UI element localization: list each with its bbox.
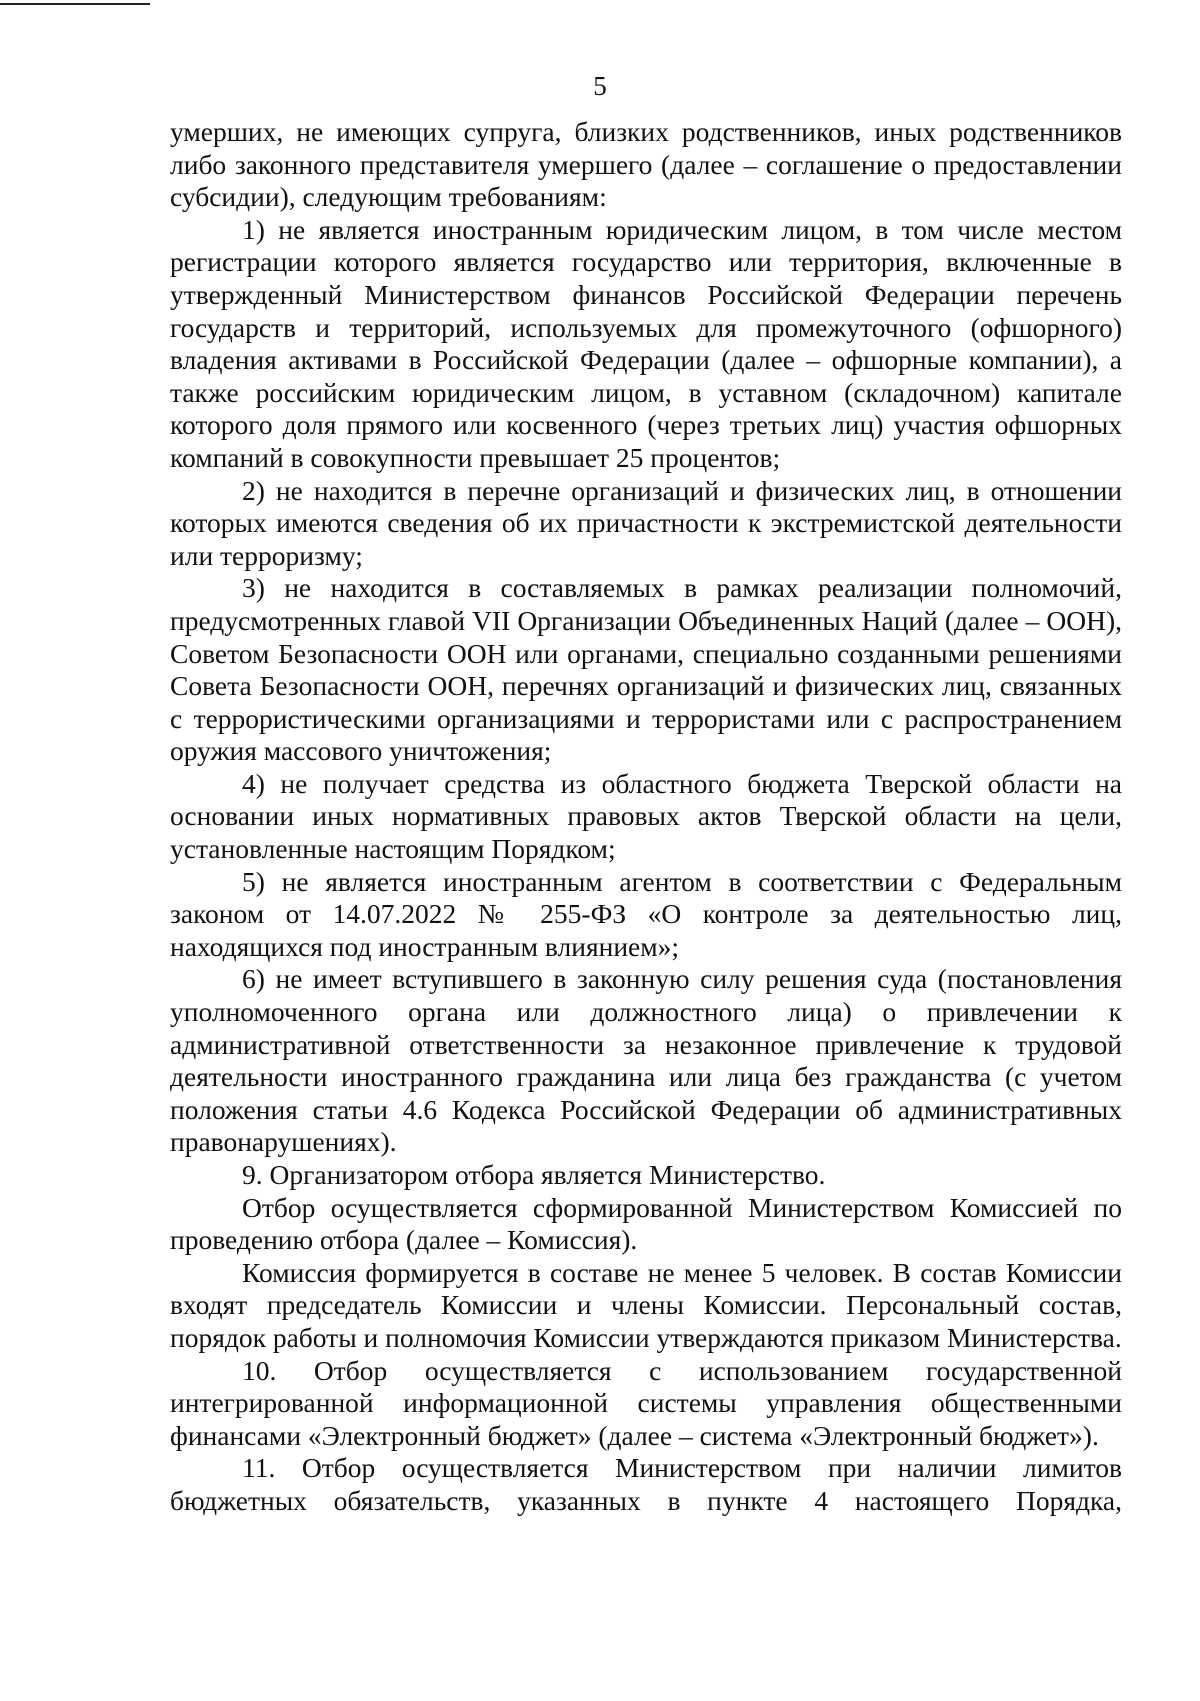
paragraph-requirement-1: 1) не является иностранным юридическим лицом, в том числе местом регистрации которого является государство или территория, включенные в утвержденный Министерством финансов Российской Федерации перечень государств и территорий, используемых для промежуточного (офшорного) владения активами в Российской Федерации (далее – офшорные компании), а также российским юридическим лицом, в уставном (складочном) капитале которого доля прямого или косвенного (через третьих лиц) участия офшорных компаний в совокупности превышает 25 процентов; [170,213,1122,473]
paragraph-commission-composition: Комиссия формируется в составе не менее 5 человек. В состав Комиссии входят председатель Комиссии и члены Комиссии. Персональный состав, порядок работы и полномочия Комиссии утверждаются приказом Министерства. [170,1256,1122,1353]
paragraph-selection-commission: Отбор осуществляется сформированной Министерством Комиссией по проведению отбора (далее – Комиссия). [170,1191,1122,1256]
paragraph-requirement-2: 2) не находится в перечне организаций и физических лиц, в отношении которых имеются сведения об их причастности к экстремистской деятельности или терроризму; [170,474,1122,571]
paragraph-item-11: 11. Отбор осуществляется Министерством при наличии лимитов бюджетных обязательств, указанных в пункте 4 настоящего Порядка, [170,1452,1122,1516]
scan-edge-mark [0,3,150,5]
paragraph-requirement-5: 5) не является иностранным агентом в соответствии с Федеральным законом от 14.07.2022 № 255-ФЗ «О контроле за деятельностью лиц, находящихся под иностранным влиянием»; [170,865,1122,962]
paragraph-item-10: 10. Отбор осуществляется с использованием государственной интегрированной информационной системы управления общественными финансами «Электронный бюджет» (далее – система «Электронный бюджет»). [170,1354,1122,1451]
paragraph-requirement-6: 6) не имеет вступившего в законную силу решения суда (постановления уполномоченного органа или должностного лица) о привлечении к административной ответственности за незаконное привлечение к трудовой деятельности иностранного гражданина или лица без гражданства (с учетом положения статьи 4.6 Кодекса Российской Федерации об административных правонарушениях). [170,963,1122,1158]
page-number: 5 [593,71,607,101]
paragraph-continuation: умерших, не имеющих супруга, близких родственников, иных родственников либо законного представителя умершего (далее – соглашение о предоставлении субсидии), следующим требованиям: [170,116,1122,213]
paragraph-requirement-4: 4) не получает средства из областного бюджета Тверской области на основании иных нормативных правовых актов Тверской области на цели, установленные настоящим Порядком; [170,767,1122,865]
document-body [170,116,1122,1518]
paragraph-item-9: 9. Организатором отбора является Министерство. [242,1159,826,1190]
paragraph-requirement-3: 3) не находится в составляемых в рамках реализации полномочий, предусмотренных главой VII Организации Объединенных Наций (далее – ООН), Советом Безопасности ООН или органами, специально созданными решениями Совета Безопасности ООН, перечнях организаций и физических лиц, связанных с террористическими организациями и террористами или с распространением оружия массового уничтожения; [170,572,1122,767]
